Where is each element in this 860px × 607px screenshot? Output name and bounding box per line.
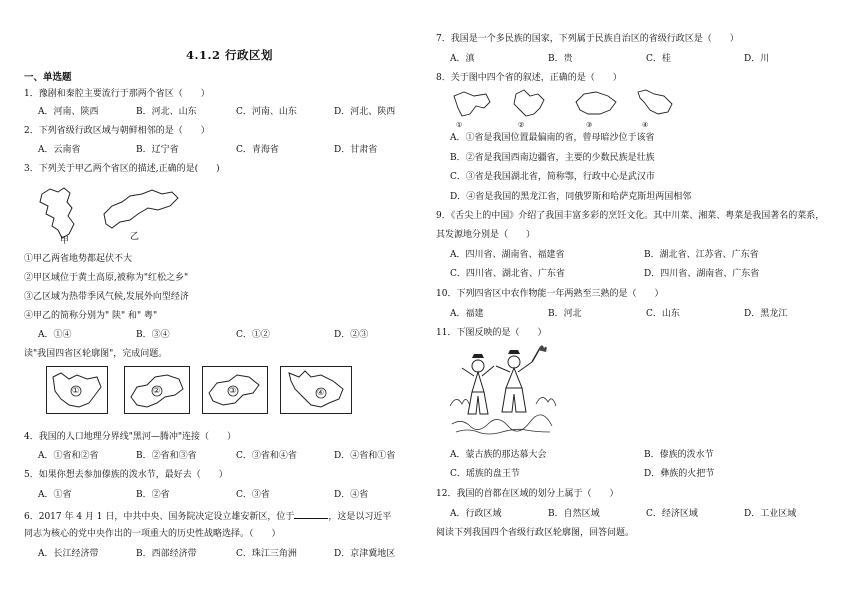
- q10-option-b[interactable]: B．河北: [548, 309, 582, 319]
- q8-option-d[interactable]: D．④省是我国的黑龙江省，同俄罗斯和哈萨克斯坦两国相邻: [450, 192, 692, 202]
- q3-option-d[interactable]: D．②③: [334, 330, 369, 340]
- q8-outline-2: [514, 90, 544, 116]
- q3-statement-3: ③乙区域为热带季风气候,发展外向型经济: [24, 292, 189, 302]
- q6-stem-part-b: ，这是以习近平: [328, 512, 392, 522]
- q7-option-c[interactable]: C．桂: [646, 54, 671, 64]
- q3-statement-4: ④甲乙的简称分别为" 陕" 和" 粤": [24, 311, 158, 321]
- q8-outline-3: [576, 92, 616, 114]
- map-box-3: [202, 366, 268, 414]
- q5-stem: 5．如果你想去参加傣族的泼水节，最好去（ ）: [24, 470, 228, 480]
- read-intro: 读"我国四省区轮廓图"，完成问题。: [24, 349, 168, 359]
- q10-option-d[interactable]: D．黑龙江: [744, 309, 788, 319]
- q12-option-b[interactable]: B．自然区域: [548, 509, 600, 519]
- q1-stem: 1．豫剧和秦腔主要流行于那两个省区（ ）: [24, 89, 210, 99]
- map-box-2: [124, 366, 190, 414]
- q3-label-yi: 乙: [130, 232, 140, 242]
- q5-option-b[interactable]: B．②省: [136, 490, 170, 500]
- q3-option-b[interactable]: B．③④: [136, 330, 170, 340]
- q12-stem: 12．我国的首都在区域的划分上属于（ ）: [436, 489, 619, 499]
- q8-outline-4: [638, 90, 672, 114]
- q10-stem: 10．下列四省区中农作物能一年两熟至三熟的是（ ）: [436, 289, 664, 299]
- q8-option-c[interactable]: C．③省是我国湖北省，简称鄂，行政中心是武汉市: [450, 172, 655, 182]
- map-label-2: ②: [153, 386, 161, 395]
- q7-stem: 7．我国是一个多民族的国家，下列属于民族自治区的省级行政区是（ ）: [436, 34, 739, 44]
- q8-province-outlines: [450, 86, 690, 124]
- q3-stem: 3．下列关于甲乙两个省区的描述,正确的是( ): [24, 164, 220, 174]
- q6-stem-part-a: 6．2017 年 4 月 1 日，中共中央、国务院决定设立雄安新区，位于: [24, 512, 295, 522]
- map-label-1: ①: [72, 386, 80, 395]
- q8-map-label-3: ③: [586, 121, 593, 129]
- q12-option-d[interactable]: D．工业区域: [744, 509, 797, 519]
- page-title: 4.1.2 行政区划: [186, 48, 274, 62]
- q9-option-d[interactable]: D．四川省、湖南省、广东省: [644, 269, 760, 279]
- q8-option-b[interactable]: B．②省是我国西南边疆省，主要的少数民族是壮族: [450, 153, 655, 163]
- q10-option-a[interactable]: A．福建: [450, 309, 484, 319]
- q1-option-a[interactable]: A．河南、陕西: [38, 107, 99, 117]
- q5-option-c[interactable]: C．③省: [236, 490, 270, 500]
- q4-option-d[interactable]: D．④省和①省: [334, 451, 396, 461]
- map-label-4: ④: [317, 388, 325, 397]
- section-heading: 一、单选题: [24, 72, 72, 83]
- closing-instruction: 阅读下列我国四个省级行政区轮廓图，回答问题。: [436, 528, 635, 538]
- q2-option-c[interactable]: C．青海省: [236, 145, 279, 155]
- q4-option-c[interactable]: C．③省和④省: [236, 451, 297, 461]
- q6-option-a[interactable]: A．长江经济带: [38, 549, 99, 559]
- q9-option-c[interactable]: C．四川省、湖北省、广东省: [450, 269, 565, 279]
- festival-illustration: [448, 344, 558, 436]
- q2-stem: 2．下列省级行政区域与朝鲜相邻的是（ ）: [24, 126, 210, 136]
- q9-option-a[interactable]: A．四川省、湖南省、福建省: [450, 250, 565, 260]
- q12-option-c[interactable]: C．经济区域: [646, 509, 698, 519]
- q1-option-c[interactable]: C．河南、山东: [236, 107, 297, 117]
- q9-stem-line1: 9．《舌尖上的中国》介绍了我国丰富多彩的烹饪文化。其中川菜、湘菜、粤菜是我国著名的菜系，: [436, 211, 825, 221]
- q6-option-c[interactable]: C．珠江三角洲: [236, 549, 297, 559]
- q4-option-b[interactable]: B．②省和③省: [136, 451, 197, 461]
- q8-map-label-2: ②: [518, 121, 525, 129]
- q8-option-a[interactable]: A．①省是我国位置最偏南的省，曾母暗沙位于该省: [450, 133, 655, 143]
- q9-stem-line2: 其发源地分别是（ ）: [436, 230, 536, 240]
- q4-option-a[interactable]: A．①省和②省: [38, 451, 99, 461]
- province-jia-outline: [40, 188, 74, 238]
- q3-statement-1: ①甲乙两省地势都起伏不大: [24, 254, 133, 264]
- q2-option-b[interactable]: B．辽宁省: [136, 145, 179, 155]
- q2-option-d[interactable]: D．甘肃省: [334, 145, 378, 155]
- q3-option-a[interactable]: A．①④: [38, 330, 72, 340]
- q7-option-a[interactable]: A．滇: [450, 54, 475, 64]
- q6-option-d[interactable]: D．京津冀地区: [334, 549, 396, 559]
- q8-stem: 8．关于图中四个省的叙述，正确的是（ ）: [436, 73, 622, 83]
- q5-option-a[interactable]: A．①省: [38, 490, 72, 500]
- province-yi-outline: [104, 190, 178, 228]
- q3-option-c[interactable]: C．①②: [236, 330, 270, 340]
- q1-option-d[interactable]: D．河北、陕西: [334, 107, 396, 117]
- q12-option-a[interactable]: A．行政区域: [450, 509, 502, 519]
- q3-statement-2: ②甲区域位于黄土高原,被称为"红松之乡": [24, 273, 189, 283]
- q6-option-b[interactable]: B．西部经济带: [136, 549, 197, 559]
- q11-stem: 11．下图反映的是（ ）: [436, 328, 547, 338]
- q10-option-c[interactable]: C．山东: [646, 309, 680, 319]
- map-label-3: ③: [229, 386, 237, 395]
- q4-stem: 4．我国的人口地理分界线"黑河—腾冲"连接（ ）: [24, 432, 237, 442]
- q6-stem-line1: [24, 510, 391, 523]
- q11-option-c[interactable]: C．瑶族的盘王节: [450, 469, 520, 479]
- q11-option-a[interactable]: A．蒙古族的那达慕大会: [450, 450, 547, 460]
- q1-option-b[interactable]: B．河北、山东: [136, 107, 197, 117]
- map-box-1: [46, 366, 108, 414]
- q6-blank[interactable]: [294, 510, 328, 519]
- q7-option-b[interactable]: B．贵: [548, 54, 573, 64]
- map-box-4: [280, 366, 352, 414]
- q2-option-a[interactable]: A．云南省: [38, 145, 81, 155]
- q8-map-label-1: ①: [456, 121, 463, 129]
- q3-label-jia: 甲: [60, 236, 70, 246]
- q6-stem-line2: 同志为核心的党中央作出的一项重大的历史性战略选择。（ ）: [24, 529, 281, 539]
- q9-option-b[interactable]: B．湖北省、江苏省、广东省: [644, 250, 759, 260]
- q5-option-d[interactable]: D．④省: [334, 490, 369, 500]
- q7-option-d[interactable]: D．川: [744, 54, 770, 64]
- q11-option-d[interactable]: D．彝族的火把节: [644, 469, 715, 479]
- q8-map-label-4: ④: [642, 121, 649, 129]
- q8-outline-1: [454, 92, 490, 116]
- q11-option-b[interactable]: B．傣族的泼水节: [644, 450, 714, 460]
- q3-province-outlines: [34, 184, 194, 244]
